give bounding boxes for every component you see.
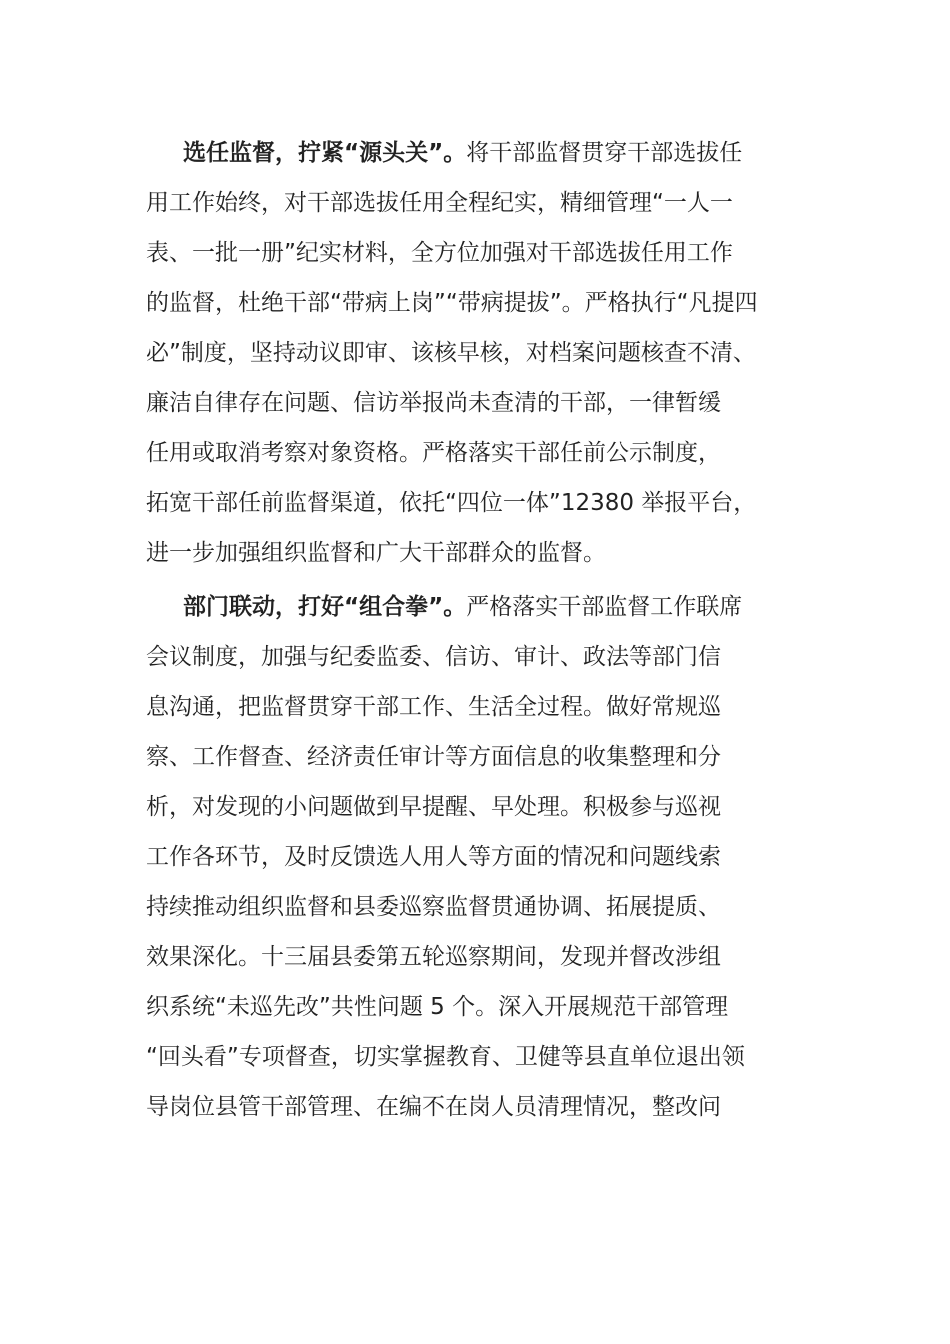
text-line: 任用或取消考察对象资格。严格落实干部任前公示制度， bbox=[146, 440, 721, 466]
text-line: 织系统“未巡先改”共性问题 5 个。深入开展规范干部管理 bbox=[146, 994, 729, 1020]
text-line: 导岗位县管干部管理、在编不在岗人员清理情况，整改问 bbox=[146, 1094, 721, 1120]
text-line: 表、一批一册”纪实材料，全方位加强对干部选拔任用工作 bbox=[146, 240, 733, 266]
text-line: 效果深化。十三届县委第五轮巡察期间，发现并督改涉组 bbox=[146, 944, 721, 970]
text-line: “回头看”专项督查，切实掌握教育、卫健等县直单位退出领 bbox=[146, 1044, 745, 1070]
text-line: 必”制度，坚持动议即审、该核早核，对档案问题核查不清、 bbox=[146, 340, 756, 366]
text-line: 用工作始终，对干部选拔任用全程纪实，精细管理“一人一 bbox=[146, 190, 733, 216]
text-line: 持续推动组织监督和县委巡察监督贯通协调、拓展提质、 bbox=[146, 894, 721, 920]
paragraph-heading: 部门联动，打好“组合拳”。 bbox=[183, 594, 467, 620]
paragraph-first-line bbox=[146, 128, 826, 178]
paragraph-first-line bbox=[146, 582, 826, 632]
paragraph-department-linkage bbox=[146, 582, 826, 1132]
paragraph-selection-supervision bbox=[146, 128, 826, 578]
text-line: 工作各环节，及时反馈选人用人等方面的情况和问题线索 bbox=[146, 844, 721, 870]
document-body bbox=[146, 128, 826, 1132]
text-line: 进一步加强组织监督和广大干部群众的监督。 bbox=[146, 540, 606, 566]
text-line: 严格落实干部监督工作联席 bbox=[466, 594, 743, 620]
text-line: 的监督，杜绝干部“带病上岗”“带病提拔”。严格执行“凡提四 bbox=[146, 290, 758, 316]
text-line: 拓宽干部任前监督渠道，依托“四位一体”12380 举报平台， bbox=[146, 490, 757, 516]
paragraph-heading: 选任监督，拧紧“源头关”。 bbox=[183, 140, 467, 166]
text-line: 会议制度，加强与纪委监委、信访、审计、政法等部门信 bbox=[146, 644, 721, 670]
text-line: 将干部监督贯穿干部选拔任 bbox=[466, 140, 743, 166]
text-line: 廉洁自律存在问题、信访举报尚未查清的干部，一律暂缓 bbox=[146, 390, 721, 416]
text-line: 息沟通，把监督贯穿干部工作、生活全过程。做好常规巡 bbox=[146, 694, 721, 720]
text-line: 察、工作督查、经济责任审计等方面信息的收集整理和分 bbox=[146, 744, 721, 770]
text-line: 析，对发现的小问题做到早提醒、早处理。积极参与巡视 bbox=[146, 794, 721, 820]
